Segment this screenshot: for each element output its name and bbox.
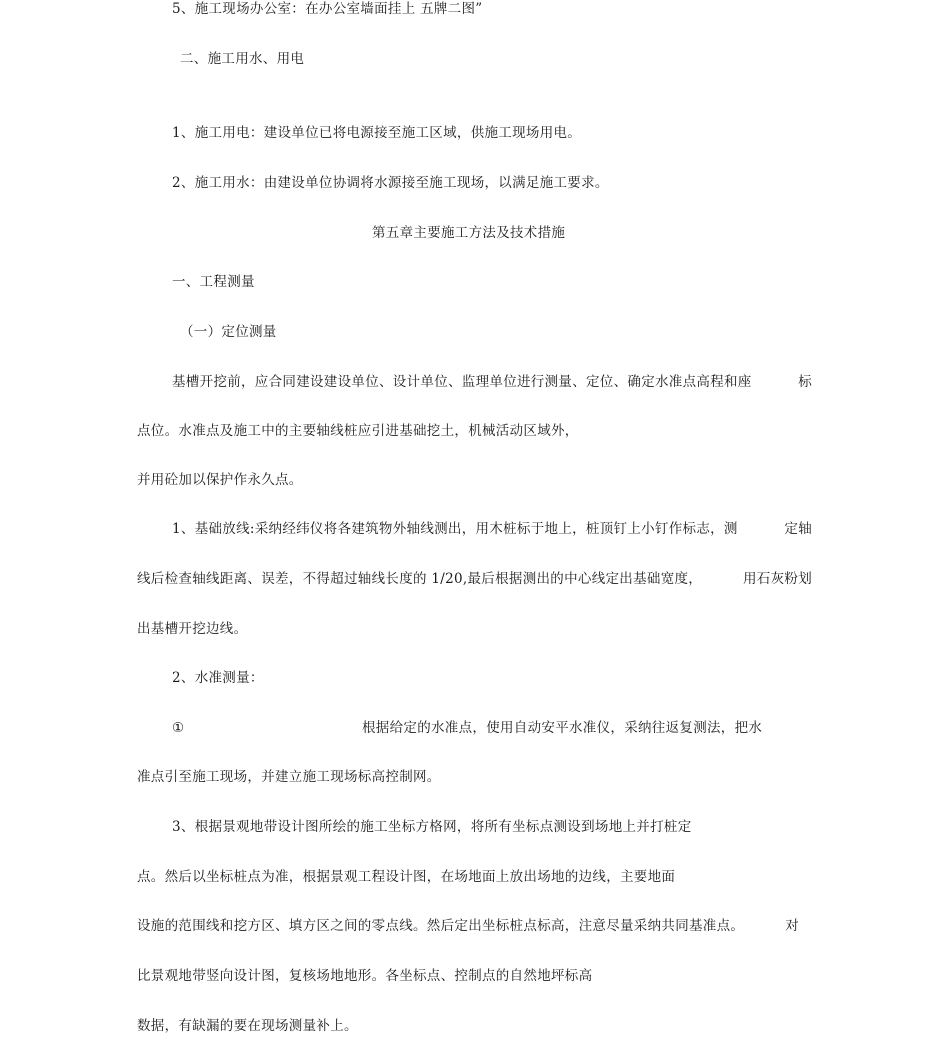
paragraph-grid-line-3 [137,917,799,935]
paragraph-grid-line-2: 点。然后以坐标桩点为准，根据景观工程设计图，在场地面上放出场地的边线，主要地面 [137,869,676,885]
paragraph-foundation-line-2 [137,570,812,588]
paragraph-foundation-line-1 [172,520,812,538]
paragraph-leveling-heading: 2、水准测量： [172,670,264,686]
section-heading-survey: 一、工程测量 [172,274,255,290]
paragraph-positioning-line-2: 点位。水准点及施工中的主要轴线桩应引进基础挖土，机械活动区域外， [137,423,579,439]
text-segment: 基槽开挖前，应合同建设建设单位、设计单位、监理单位进行测量、定位、确定水准点高程和座 [172,374,752,390]
paragraph-leveling-line-1: 根据给定的水准点，使用自动安平水准仪，采纳往返复测法，把水 [362,720,763,736]
paragraph-leveling-line-2: 准点引至施工现场，并建立施工现场标高控制网。 [137,769,441,785]
section-heading-water-power: 二、施工用水、用电 [180,51,305,67]
text-segment: 标 [798,374,812,390]
text-segment: 1、基础放线:采纳经纬仪将各建筑物外轴线测出，用木桩标于地上，桩顶钉上小钉作标志，测 [172,521,738,537]
paragraph-grid-line-4: 比景观地带竖向设计图，复核场地地形。各坐标点、控制点的自然地坪标高 [137,968,593,984]
text-segment: 对 [785,918,799,934]
paragraph-grid-line-1: 3、根据景观地带设计图所绘的施工坐标方格网，将所有坐标点测设到场地上并打桩定 [172,819,692,835]
paragraph-grid-line-5: 数据，有缺漏的要在现场测量补上。 [137,1018,358,1034]
paragraph-water-supply: 2、施工用水：由建设单位协调将水源接至施工现场，以满足施工要求。 [172,175,609,191]
paragraph-leveling-marker: ① [172,720,185,736]
paragraph-positioning-line-3: 并用砼加以保护作永久点。 [137,472,303,488]
paragraph-positioning-line-1 [172,373,812,391]
paragraph-power-supply: 1、施工用电：建设单位已将电源接至施工区域，供施工现场用电。 [172,125,582,141]
text-segment: 设施的范围线和挖方区、填方区之间的零点线。然后定出坐标桩点标高，注意尽量采纳共同基准点。 [137,918,745,934]
text-segment: 线后检查轴线距离、误差，不得超过轴线长度的 1/20,最后根据测出的中心线定出基础宽度， [137,571,703,587]
text-segment: 定轴 [784,521,812,537]
chapter-title: 第五章主要施工方法及技术措施 [372,225,566,241]
paragraph-office-signage: 5、施工现场办公室：在办公室墙面挂上 五牌二图” [172,1,483,17]
subsection-heading-positioning: （一）定位测量 [180,324,277,340]
paragraph-foundation-line-3: 出基槽开挖边线。 [137,621,248,637]
text-segment: 用石灰粉划 [743,571,812,587]
